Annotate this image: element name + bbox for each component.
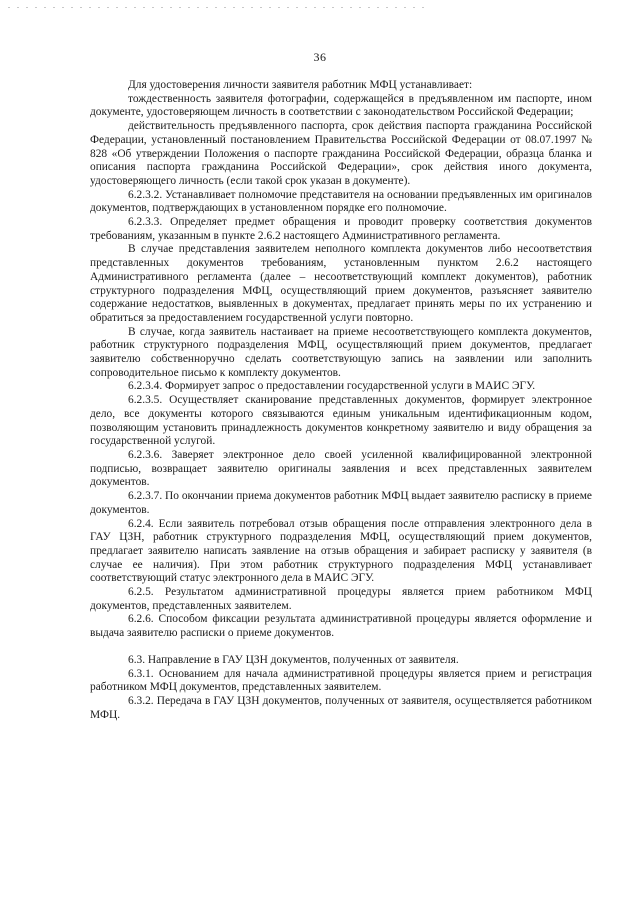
- paragraph: 6.2.3.5. Осуществляет сканирование представленных документов, формирует электронное дело, все документы которого связываются единым уникальным идентификационным кодом, позволяющим установить принадлежность документов конкретному заявителю и виду обращения за государственной услугой.: [90, 394, 592, 448]
- paragraph: 6.2.3.3. Определяет предмет обращения и проводит проверку соответствия документов требованиям, указанным в пункте 2.6.2 настоящего Административного регламента.: [90, 216, 592, 242]
- paragraph: 6.3.2. Передача в ГАУ ЦЗН документов, полученных от заявителя, осуществляется работником МФЦ.: [90, 694, 592, 721]
- paragraph: 6.2.3.6. Заверяет электронное дело своей усиленной квалифицированной электронной подписью, возвращает заявителю оригиналы заявления и всех представленных заявителем документов.: [90, 448, 592, 489]
- paragraph: 6.2.3.2. Устанавливает полномочие представителя на основании предъявленных им оригиналов документов, подтверждающих в установленном порядке его полномочие.: [90, 188, 592, 215]
- document-body: [90, 79, 592, 722]
- paragraph: тождественность заявителя фотографии, содержащейся в предъявленном им паспорте, ином документе, удостоверяющем личность в соответствии с законодательством Российской Федерации;: [90, 92, 592, 119]
- paragraph: действительность предъявленного паспорта, срок действия паспорта гражданина Российской Федерации, установленный постановлением Правительства Российской Федерации от 08.07.1997 № 828 «Об утверждении Положения о паспорте гражданина Российской Федерации, образца бланка и описания паспорта гражданина Российской Федерации», срок действия иного документа, удостоверяющего личность (если такой срок указан в документе).: [90, 120, 592, 187]
- page-number: 36: [313, 50, 327, 64]
- paragraph: В случае, когда заявитель настаивает на приеме несоответствующего комплекта документов, работник структурного подразделения МФЦ, осуществляющий прием документов, предлагает заявителю собственноручно сделать соответствующую запись на заявлении или заполнить сопроводительное письмо к комплекту документов.: [90, 325, 592, 379]
- paragraph: 6.2.4. Если заявитель потребовал отзыв обращения после отправления электронного дела в ГАУ ЦЗН, работник структурного подразделения МФЦ, осуществляющий прием документов, предлагает заявителю написать заявление на отзыв обращения и забирает расписку у заявителя (в случае ее наличия). При этом работник структурного подразделения МФЦ устанавливает соответствующий статус электронного дела в МАИС ЭГУ.: [90, 517, 592, 585]
- section-heading: 6.3. Направление в ГАУ ЦЗН документов, полученных от заявителя.: [128, 653, 459, 666]
- paragraph: 6.2.3.7. По окончании приема документов работник МФЦ выдает заявителю расписку в приеме документов.: [90, 490, 592, 516]
- paragraph: 6.2.5. Результатом административной процедуры является прием работником МФЦ документов, представленных заявителем.: [90, 586, 592, 612]
- scan-dotted-line: [8, 7, 428, 8]
- paragraph: 6.2.6. Способом фиксации результата административной процедуры является оформление и выдача заявителю расписки о приеме документов.: [90, 613, 592, 640]
- paragraph: 6.3.1. Основанием для начала административной процедуры является прием и регистрация работником МФЦ документов, представленных заявителем.: [90, 667, 592, 694]
- paragraph: Для удостоверения личности заявителя работник МФЦ устанавливает:: [128, 79, 473, 91]
- paragraph: 6.2.3.4. Формирует запрос о предоставлении государственной услуги в МАИС ЭГУ.: [128, 380, 536, 393]
- paragraph: В случае представления заявителем неполного комплекта документов либо несоответствия представленных документов требованиям, установленным пунктом 2.6.2 настоящего Административного регламента (далее – несоответствующий комплект документов), работник структурного подразделения МФЦ, осуществляющий прием документов, разъясняет заявителю содержание недостатков, выявленных в документах, предлагает принять меры по их устранению и обратиться за предоставлением государственной услуги повторно.: [90, 243, 592, 324]
- scan-header-artifact: [0, 0, 640, 14]
